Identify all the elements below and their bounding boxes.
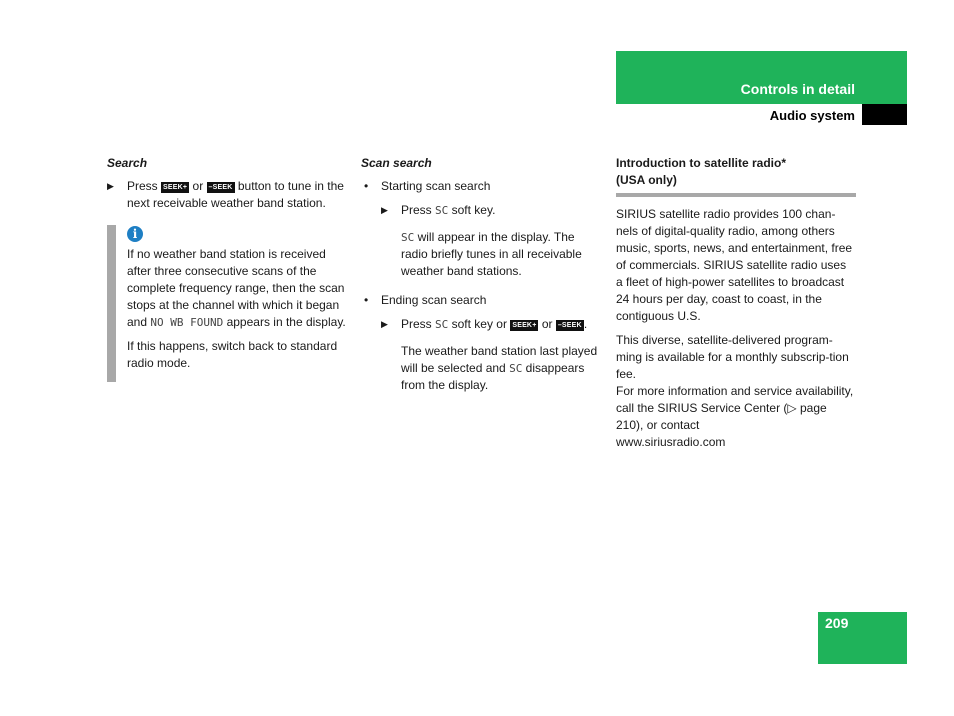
satellite-paragraph-2: This diverse, satellite-delivered program-ming is available for a monthly subscrip-tion fee. (616, 333, 849, 381)
subsection-header (616, 104, 907, 125)
display-text: NO WB FOUND (150, 316, 224, 329)
display-text: SC (401, 231, 415, 244)
info-note (107, 225, 347, 372)
display-text: SC (435, 204, 449, 217)
step-start-scan: ▶ Press SC soft key. (381, 203, 496, 217)
page-number-box (818, 612, 907, 664)
section-header (616, 51, 907, 104)
heading-satellite-line1: Introduction to satellite radio* (616, 156, 787, 170)
display-text: SC (509, 362, 523, 375)
note-bar (107, 225, 116, 382)
heading-scan-search: Scan search (361, 156, 432, 170)
heading-satellite-line2: (USA only) (616, 173, 677, 187)
satellite-paragraph-1: SIRIUS satellite radio provides 100 chan-nels of digital-quality radio, among others music, sports, news, and entertainment, free of commercials. SIRIUS satellite radio uses a fleet of high-power satellites to broadcast 24 hours per day, coast to coast, in the contiguous U.S. (616, 207, 853, 323)
page-reference-link[interactable]: ▷ page 210 (616, 401, 827, 432)
column-search (107, 155, 347, 372)
arrow-right-icon: ▶ (381, 205, 388, 215)
column-satellite-radio (616, 155, 856, 458)
subsection-title: Audio system (769, 108, 855, 123)
bullet-dot-icon: • (364, 293, 369, 307)
note-paragraph-1: If no weather band station is received after three consecutive scans of the complete frequency range, then the scan stops at the channel with which it began and NO WB FOUND appears in the display. (127, 247, 346, 329)
bullet-start: • Starting scan search (364, 179, 491, 193)
step-start-result: SC will appear in the display. The radio briefly tunes in all receivable weather band stations. (401, 230, 582, 278)
arrow-right-icon: ▶ (107, 181, 114, 191)
heading-rule (616, 193, 856, 197)
seek-down-button-icon: –SEEK (208, 184, 233, 191)
bullet-dot-icon: • (364, 179, 369, 193)
step-seek: ▶ Press SEEK+ or –SEEK button to tune in the next receivable weather band station. (107, 179, 344, 210)
seek-up-button-icon: SEEK+ (163, 184, 188, 191)
heading-search: Search (107, 156, 148, 170)
step-end-scan: ▶ Press SC soft key or SEEK+ or –SEEK . (381, 317, 588, 331)
step-end-result: The weather band station last played will be selected and SC disappears from the display. (401, 344, 598, 392)
satellite-paragraph-3: For more information and service availability, call the SIRIUS Service Center (▷ page 210), or contact www.siriusradio.com (616, 383, 856, 451)
arrow-right-icon: ▶ (381, 319, 388, 329)
display-text: SC (435, 318, 449, 331)
column-scan-search (361, 155, 601, 401)
note-paragraph-2: If this happens, switch back to standard radio mode. (127, 339, 338, 370)
subsection-marker (862, 104, 907, 125)
bullet-end: • Ending scan search (364, 293, 487, 307)
seek-down-button-icon: –SEEK (557, 322, 582, 329)
sirius-url-link[interactable]: www.siriusradio.com (616, 435, 726, 449)
info-icon: i (127, 226, 143, 242)
section-title: Controls in detail (740, 81, 855, 97)
page-number: 209 (825, 615, 849, 631)
seek-up-button-icon: SEEK+ (512, 322, 537, 329)
